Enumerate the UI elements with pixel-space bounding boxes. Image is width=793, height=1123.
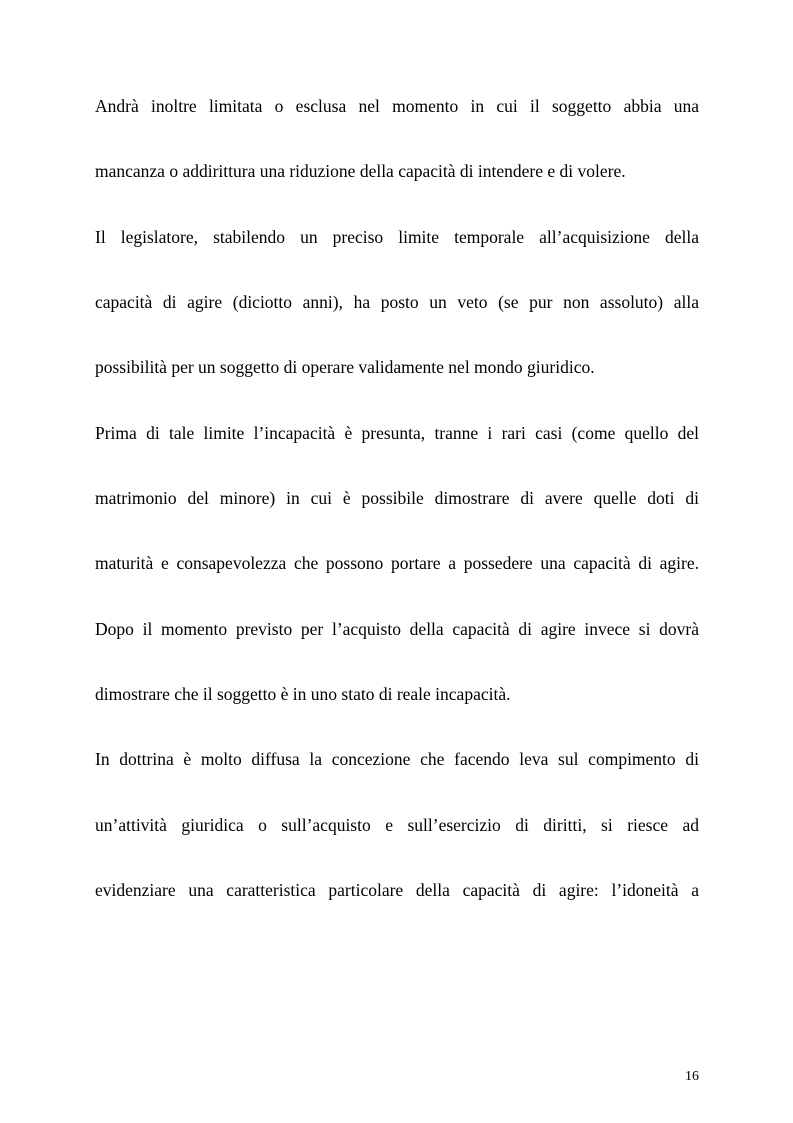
body-text-line: Il legislatore, stabilendo un preciso limite temporale all’acquisizione della	[95, 227, 699, 247]
body-text-line: possibilità per un soggetto di operare validamente nel mondo giuridico.	[95, 357, 595, 377]
body-text-line: matrimonio del minore) in cui è possibile dimostrare di avere quelle doti di	[95, 488, 699, 508]
body-text-line: maturità e consapevolezza che possono portare a possedere una capacità di agire.	[95, 553, 699, 573]
body-text-line: Prima di tale limite l’incapacità è presunta, tranne i rari casi (come quello del	[95, 423, 699, 443]
body-text-line: Andrà inoltre limitata o esclusa nel momento in cui il soggetto abbia una	[95, 96, 699, 116]
body-text-line: capacità di agire (diciotto anni), ha posto un veto (se pur non assoluto) alla	[95, 292, 699, 312]
body-text-line: evidenziare una caratteristica particolare della capacità di agire: l’idoneità a	[95, 880, 699, 900]
body-text-line: In dottrina è molto diffusa la concezione che facendo leva sul compimento di	[95, 749, 699, 769]
body-text-line: un’attività giuridica o sull’acquisto e sull’esercizio di diritti, si riesce ad	[95, 815, 699, 835]
body-text-line: dimostrare che il soggetto è in uno stato di reale incapacità.	[95, 684, 511, 704]
page-number: 16	[685, 1069, 699, 1084]
body-text-line: mancanza o addirittura una riduzione della capacità di intendere e di volere.	[95, 161, 626, 181]
body-text-line: Dopo il momento previsto per l’acquisto della capacità di agire invece si dovrà	[95, 619, 699, 639]
